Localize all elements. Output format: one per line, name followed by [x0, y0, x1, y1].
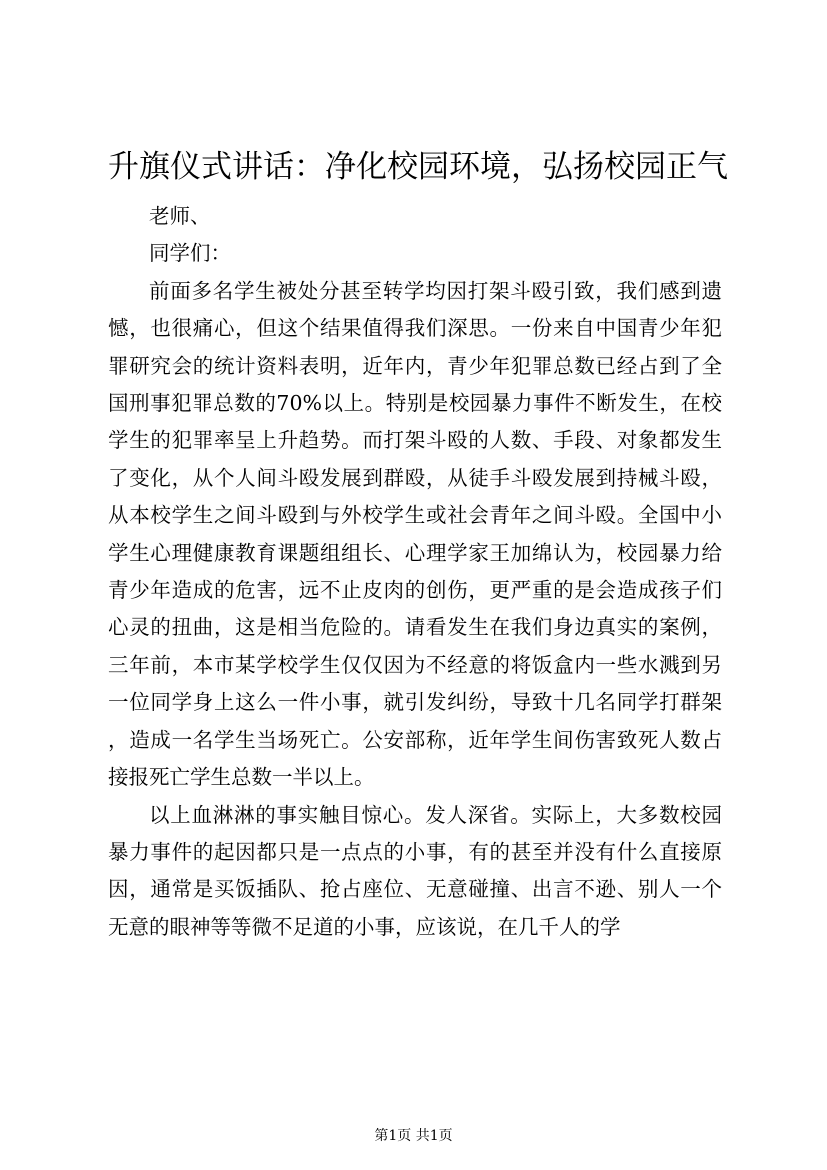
salutation-students: 同学们： [149, 241, 231, 266]
body-paragraph-2: 以上血淋淋的事实触目惊心。发人深省。实际上，大多数校园暴力事件的起因都只是一点点的小事，有的甚至并没有什么直接原因，通常是买饭插队、抢占座位、无意碰撞、出言不逊、别人一个无意的眼神等等微不足道的小事，应该说，在几千人的学 [108, 802, 722, 939]
document-body [108, 198, 722, 946]
salutation-teachers: 老师、 [149, 204, 211, 228]
document-title: 升旗仪式讲话：净化校园环境，弘扬校园正气 [108, 149, 728, 185]
body-paragraph-1: 前面多名学生被处分甚至转学均因打架斗殴引致，我们感到遗憾，也很痛心，但这个结果值得我们深思。一份来自中国青少年犯罪研究会的统计资料表明，近年内，青少年犯罪总数已经占到了全国刑事犯罪总数的70%以上。特别是校园暴力事件不断发生，在校学生的犯罪率呈上升趋势。而打架斗殴的人数、手段、对象都发生了变化，从个人间斗殴发展到群殴，从徒手斗殴发展到持械斗殴，从本校学生之间斗殴到与外校学生或社会青年之间斗殴。全国中小学生心理健康教育课题组组长、心理学家王加绵认为，校园暴力给青少年造成的危害，远不止皮肉的创伤，更严重的是会造成孩子们心灵的扭曲，这是相当危险的。请看发生在我们身边真实的案例，三年前，本市某学校学生仅仅因为不经意的将饭盒内一些水溅到另一位同学身上这么一件小事，就引发纠纷，导致十几名同学打群架，造成一名学生当场死亡。公安部称，近年学生间伤害致死人数占接报死亡学生总数一半以上。 [108, 278, 722, 790]
page-footer: 第1页 共1页 [374, 1128, 453, 1144]
